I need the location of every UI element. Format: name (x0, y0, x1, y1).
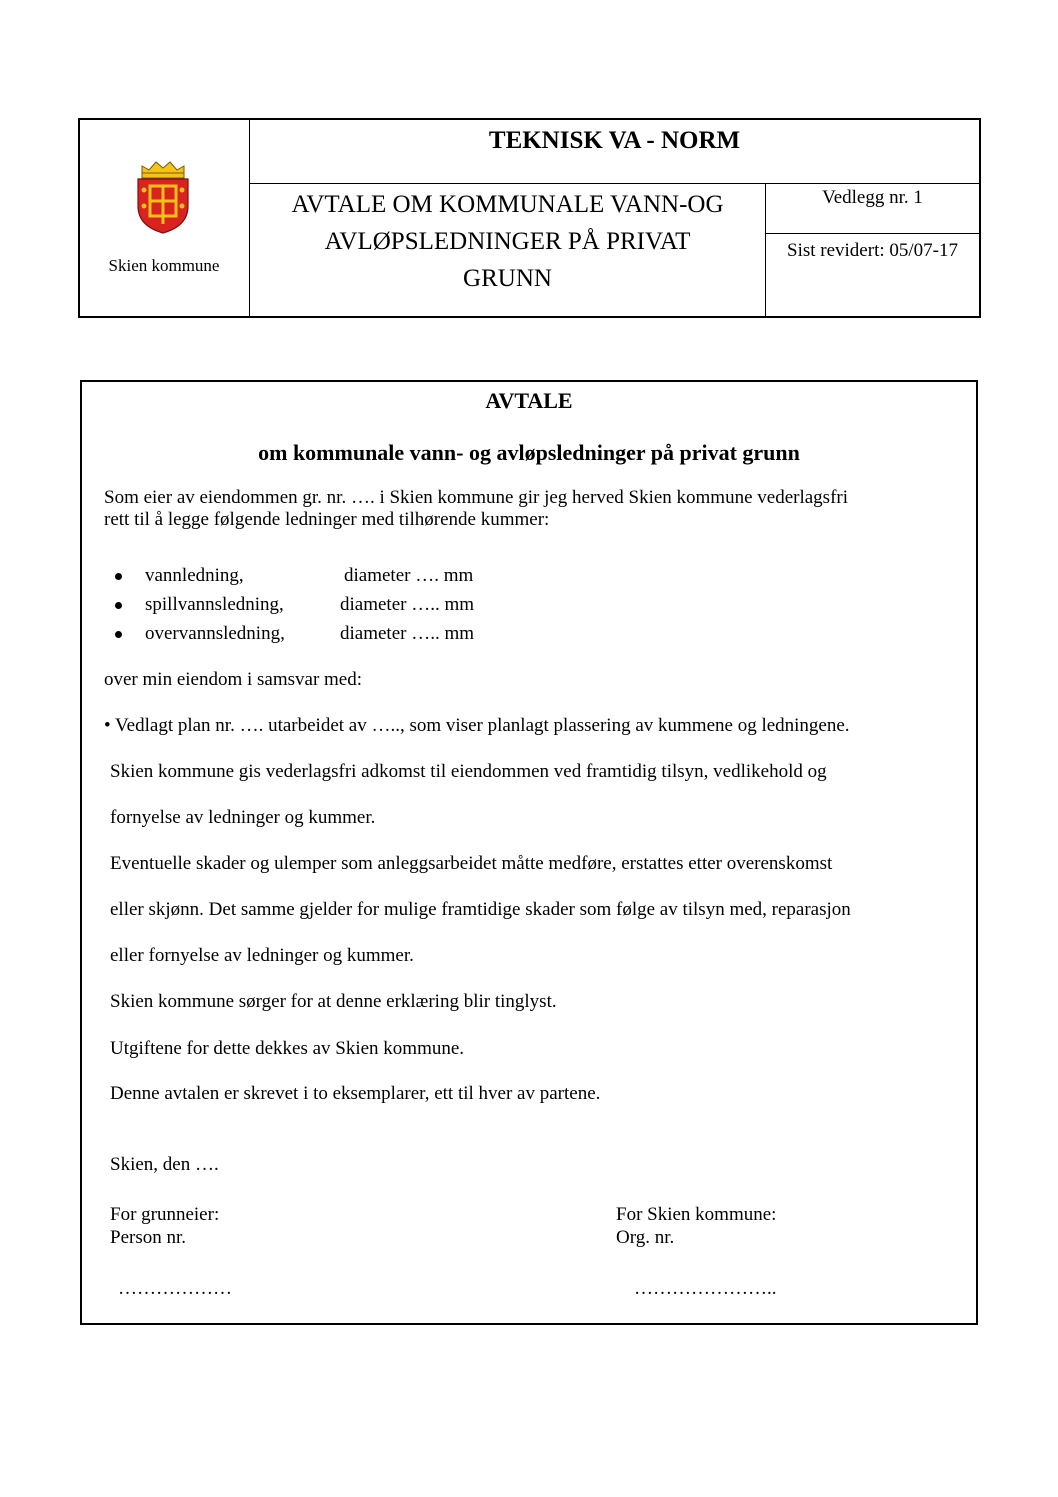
kommune-name: Skien kommune (108, 256, 220, 275)
access-paragraph-line-1: Skien kommune gis vederlagsfri adkomst til eiendommen ved framtidig tilsyn, vedlikehold og (110, 761, 827, 782)
bullet-icon (115, 573, 122, 580)
owner-label: For grunneier: (110, 1204, 220, 1225)
document-title-line-2: AVLØPSLEDNINGER PÅ PRIVAT (324, 228, 691, 255)
agreement-title: AVTALE (485, 388, 573, 413)
agreement-subtitle: om kommunale vann- og avløpsledninger på privat grunn (258, 440, 800, 465)
bullet-icon (115, 631, 122, 638)
damage-paragraph-line-3: eller fornyelse av ledninger og kummer. (110, 945, 414, 966)
pipe-name: overvannsledning, (145, 623, 285, 644)
logo-cell (80, 120, 250, 316)
attachment-number: Vedlegg nr. 1 (766, 184, 979, 234)
norm-title: TEKNISK VA - NORM (250, 120, 979, 184)
intro-line-2: rett til å legge følgende ledninger med tilhørende kummer: (104, 509, 550, 530)
owner-signature-line: ……………… (118, 1278, 232, 1299)
tinglyst-paragraph: Skien kommune sørger for at denne erklæring blir tinglyst. (110, 991, 557, 1012)
owner-id-label: Person nr. (110, 1227, 186, 1248)
document-header (78, 118, 981, 318)
over-text: over min eiendom i samsvar med: (104, 669, 363, 690)
kommune-id-label: Org. nr. (616, 1227, 675, 1248)
pipe-name: spillvannsledning, (145, 594, 284, 615)
document-title (250, 184, 766, 316)
pipe-diameter: diameter ….. mm (340, 594, 475, 615)
bullet-icon (115, 602, 122, 609)
access-paragraph-line-2: fornyelse av ledninger og kummer. (110, 807, 376, 828)
damage-paragraph-line-2: eller skjønn. Det samme gjelder for mulige framtidige skader som følge av tilsyn med, reparasjon (110, 899, 851, 920)
coat-of-arms-icon (132, 158, 194, 234)
plan-text: • Vedlagt plan nr. …. utarbeidet av ….., som viser planlagt plassering av kummene og ledningene. (104, 715, 850, 736)
kommune-signature-line: ………………….. (634, 1278, 777, 1299)
damage-paragraph-line-1: Eventuelle skader og ulemper som anleggsarbeidet måtte medføre, erstattes etter overenskomst (110, 853, 833, 874)
revision-date: Sist revidert: 05/07-17 (787, 240, 958, 261)
intro-line-1: Som eier av eiendommen gr. nr. …. i Skien kommune gir jeg herved Skien kommune vederlagsfri (104, 487, 849, 508)
document-title-line-3: GRUNN (463, 265, 552, 292)
document-title-line-1: AVTALE OM KOMMUNALE VANN-OG (291, 191, 724, 218)
kommune-label: For Skien kommune: (616, 1204, 777, 1225)
copies-paragraph: Denne avtalen er skrevet i to eksemplarer, ett til hver av partene. (110, 1083, 601, 1104)
agreement-box (80, 380, 978, 1325)
pipe-diameter: diameter ….. mm (340, 623, 475, 644)
pipe-diameter: diameter …. mm (344, 565, 474, 586)
pipe-name: vannledning, (145, 565, 244, 586)
place-date: Skien, den …. (110, 1154, 219, 1175)
costs-paragraph: Utgiftene for dette dekkes av Skien kommune. (110, 1038, 465, 1059)
